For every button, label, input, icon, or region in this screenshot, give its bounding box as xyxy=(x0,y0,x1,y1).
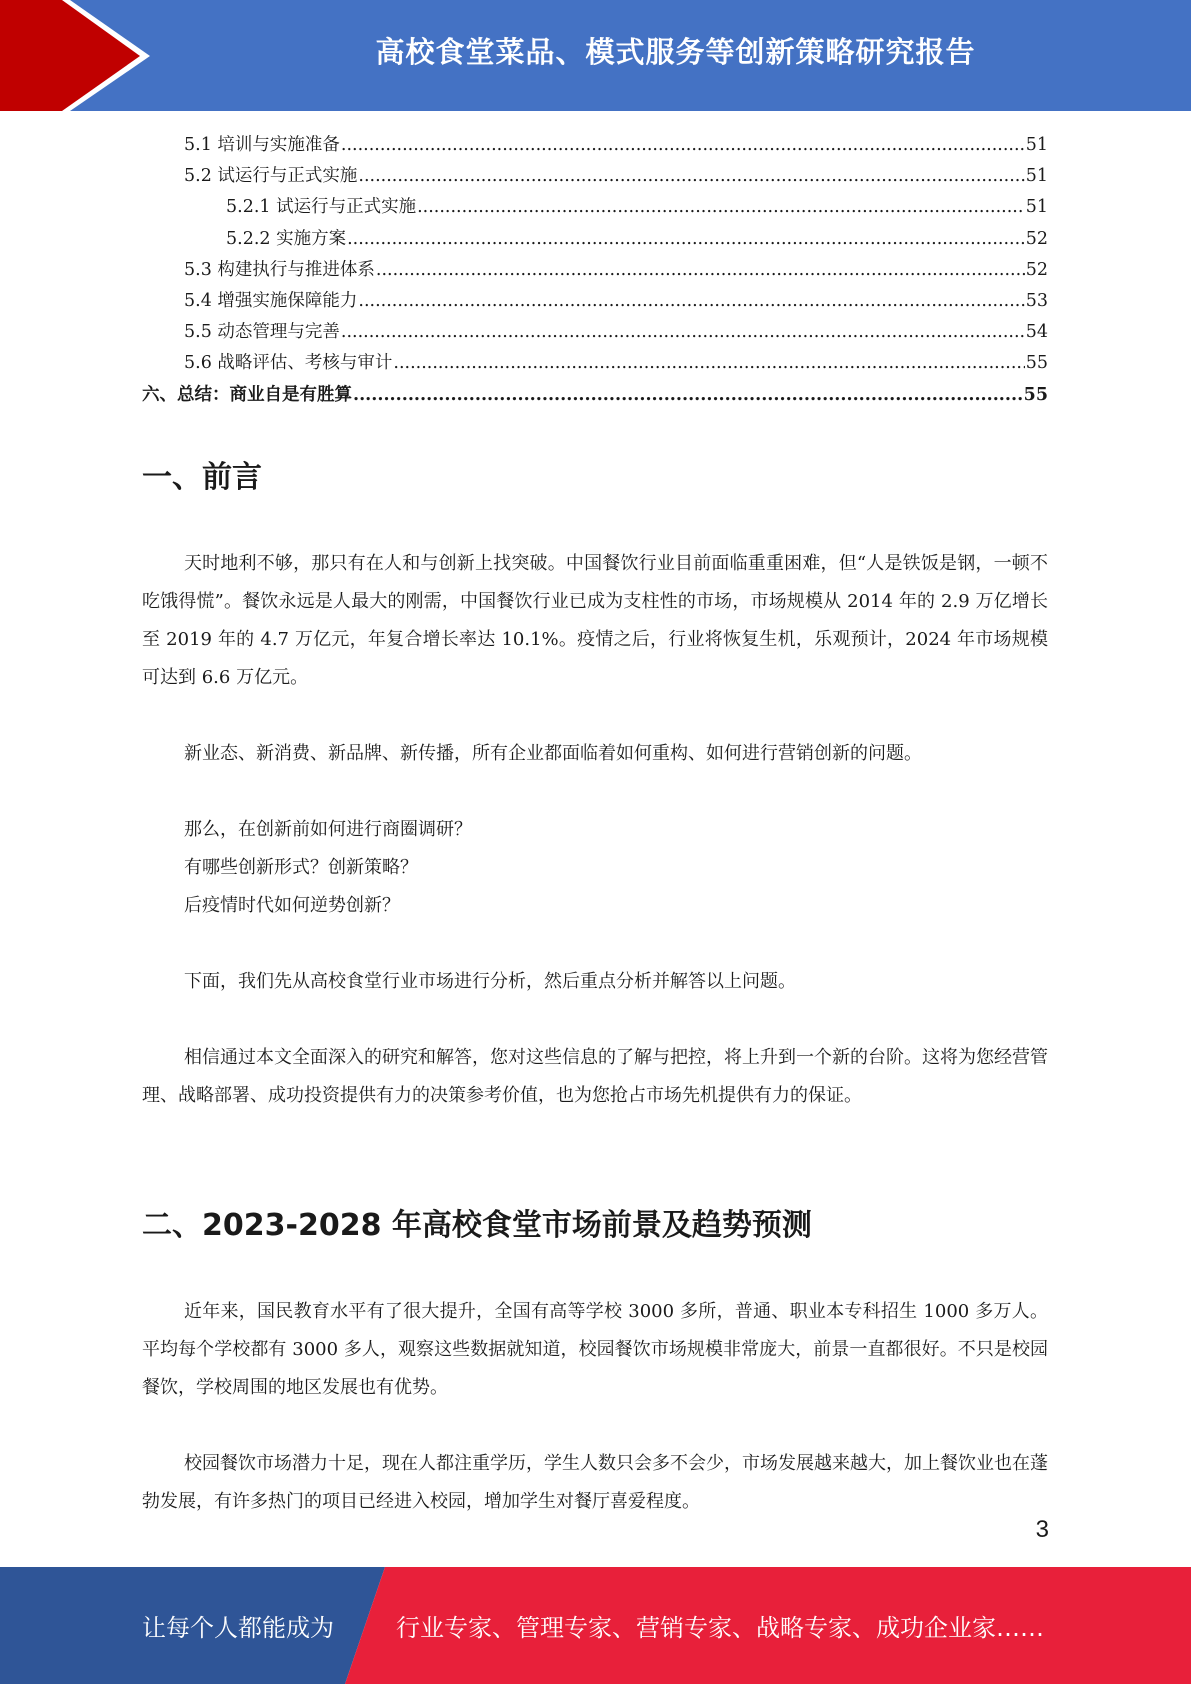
footer-slogan-left: 让每个人都能成为 xyxy=(142,1614,334,1642)
toc-entry-label: 5.6 战略评估、考核与审计 xyxy=(184,353,393,374)
page-header xyxy=(0,0,1191,111)
toc-entry-label: 5.3 构建执行与推进体系 xyxy=(184,259,375,280)
toc-entry[interactable] xyxy=(142,286,1048,317)
toc-entry-page: 55 xyxy=(1025,353,1048,374)
toc-dot-leader xyxy=(341,130,1025,161)
paragraph: 新业态、新消费、新品牌、新传播，所有企业都面临着如何重构、如何进行营销创新的问题。 xyxy=(184,743,922,764)
table-of-contents xyxy=(142,130,1048,411)
toc-entry-page: 52 xyxy=(1025,228,1048,249)
question-line: 有哪些创新形式？创新策略？ xyxy=(184,857,418,878)
section-heading-preface: 一、前言 xyxy=(142,460,262,495)
toc-entry[interactable] xyxy=(142,380,1048,411)
page-footer xyxy=(0,1567,1191,1684)
page-number: 3 xyxy=(1035,1516,1049,1543)
toc-entry-label: 5.5 动态管理与完善 xyxy=(184,322,340,343)
toc-entry[interactable] xyxy=(142,130,1048,161)
toc-entry-page: 51 xyxy=(1025,166,1048,187)
question-line: 后疫情时代如何逆势创新？ xyxy=(184,895,400,916)
paragraph: 天时地利不够，那只有在人和与创新上找突破。中国餐饮行业目前面临重重困难，但“人是铁饭是钢，一顿不吃饿得慌”。餐饮永远是人最大的刚需，中国餐饮行业已成为支柱性的市场，市场规模从 2014 年的 2.9 万亿增长至 2019 年的 4.7 万亿元，年复合增长率达 10.1%。疫情之后，行业将恢复生机，乐观预计，2024 年市场规模可达到 6.6 万亿元。 xyxy=(142,553,1048,688)
toc-entry-page: 55 xyxy=(1023,384,1048,405)
toc-entry-label: 5.1 培训与实施准备 xyxy=(184,135,340,155)
toc-entry-label: 5.4 增强实施保障能力 xyxy=(184,290,358,311)
toc-dot-leader xyxy=(358,161,1024,192)
toc-dot-leader xyxy=(347,224,1025,255)
toc-dot-leader xyxy=(376,255,1025,286)
report-title: 高校食堂菜品、模式服务等创新策略研究报告 xyxy=(375,34,976,69)
toc-dot-leader xyxy=(417,192,1025,223)
toc-dot-leader xyxy=(353,380,1023,411)
section-heading-market-outlook: 二、2023-2028 年高校食堂市场前景及趋势预测 xyxy=(142,1208,812,1243)
toc-entry-label: 5.2 试运行与正式实施 xyxy=(184,166,358,187)
toc-entry-page: 51 xyxy=(1025,197,1048,218)
toc-entry[interactable] xyxy=(142,192,1048,223)
toc-entry-label: 5.2.2 实施方案 xyxy=(226,228,347,249)
toc-entry-page: 52 xyxy=(1025,259,1048,280)
toc-entry[interactable] xyxy=(142,161,1048,192)
question-line: 那么，在创新前如何进行商圈调研？ xyxy=(184,819,472,840)
toc-entry[interactable] xyxy=(142,348,1048,379)
toc-entry-label: 5.2.1 试运行与正式实施 xyxy=(226,197,417,218)
toc-entry-page: 53 xyxy=(1025,290,1048,311)
footer-slogan-right: 行业专家、管理专家、营销专家、战略专家、成功企业家…… xyxy=(396,1614,1044,1642)
paragraph: 校园餐饮市场潜力十足，现在人都注重学历，学生人数只会多不会少，市场发展越来越大，加上餐饮业也在蓬勃发展，有许多热门的项目已经进入校园，增加学生对餐厅喜爱程度。 xyxy=(142,1453,1048,1512)
toc-dot-leader xyxy=(358,286,1024,317)
toc-entry-page: 54 xyxy=(1025,322,1048,343)
paragraph: 下面，我们先从高校食堂行业市场进行分析，然后重点分析并解答以上问题。 xyxy=(184,971,796,992)
toc-dot-leader xyxy=(341,317,1025,348)
paragraph: 近年来，国民教育水平有了很大提升，全国有高等学校 3000 多所，普通、职业本专科招生 1000 多万人。平均每个学校都有 3000 多人，观察这些数据就知道，校园餐饮市场规模非常庞大，前景一直都很好。不只是校园餐饮，学校周围的地区发展也有优势。 xyxy=(142,1301,1048,1398)
paragraph: 相信通过本文全面深入的研究和解答，您对这些信息的了解与把控，将上升到一个新的台阶。这将为您经营管理、战略部署、成功投资提供有力的决策参考价值，也为您抢占市场先机提供有力的保证。 xyxy=(142,1047,1048,1106)
toc-entry[interactable] xyxy=(142,255,1048,286)
header-arrow-decoration xyxy=(0,0,160,111)
toc-entry[interactable] xyxy=(142,317,1048,348)
toc-entry-label: 六、总结：商业自是有胜算 xyxy=(142,384,352,405)
toc-entry-page: 51 xyxy=(1025,135,1048,155)
toc-entry[interactable] xyxy=(142,224,1048,255)
toc-dot-leader xyxy=(393,348,1024,379)
